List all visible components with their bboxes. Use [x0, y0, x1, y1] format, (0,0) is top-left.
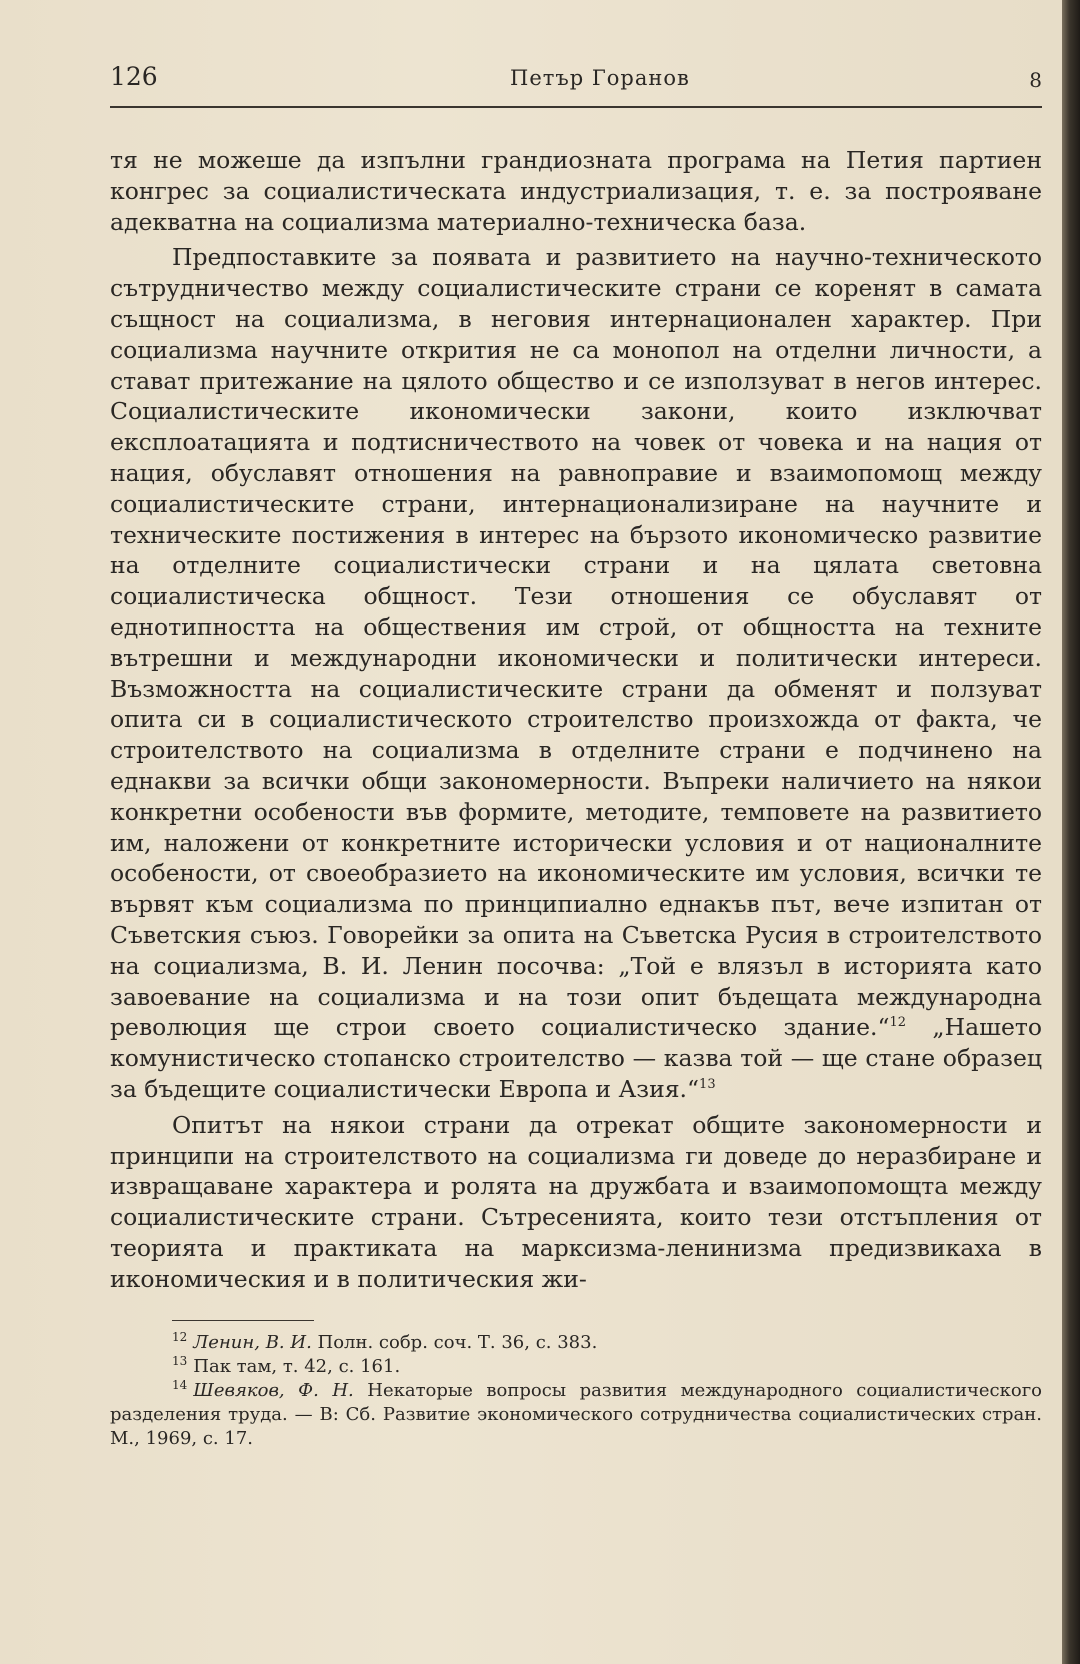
- footnote-separator: [172, 1320, 314, 1321]
- footnote-number: 14: [172, 1378, 188, 1392]
- footnotes: [110, 1320, 1042, 1451]
- side-mark: 8: [1029, 68, 1042, 92]
- footnote-12: [110, 1331, 1042, 1355]
- paragraph-prerequisites: [110, 242, 1042, 1104]
- footnote-text: Некаторые вопросы развития международного социалистического разделения труда. — В: Сб. Развитие экономического сотрудничества социалистических стран. М., 1969, с. 17.: [110, 1380, 1042, 1449]
- footnote-number: 13: [172, 1354, 188, 1368]
- paragraph-text: „Нашето комунистическо стопанско строителство — казва той — ще стане образец за бъдещите социалистически Европа и Азия.“: [110, 1013, 1042, 1103]
- footnote-text: Пак там, т. 42, с. 161.: [193, 1356, 401, 1377]
- footnote-13: [110, 1355, 1042, 1379]
- footnote-ref: 12: [889, 1015, 907, 1031]
- paragraph-text: Предпоставките за появата и развитието на научно-техническото сътрудничество между социалистическите страни се коренят в самата същност на социализма, в неговия интернационален характер. При социализма научните открития не са монопол на отделни личности, а стават притежание на цялото общество и се използуват в негов интерес. Социалистическите икономически закони, които изключват експлоатацията и подтисничеството на човек от човека и на нация от нация, обуславят отношения на равноправие и взаимопомощ между социалистическите страни, интернационализиране на научните и техническите постижения в интерес на бързото икономическо развитие на отделните социалистически страни и на цялата световна социалистическа общност. Тези отношения се обуславят от еднотипността на обществения им строй, от общността на техните вътрешни и международни икономически и политически интереси. Възможността на социалистическите страни да обменят и ползуват опита си в социалистическото строителство произхожда от факта, че строителството на социализма в отделните страни е подчинено на еднакви за всички общи закономерности. Въпреки наличието на някои конкретни особености във формите, методите, темповете на развитието им, наложени от конкретните исторически условия и от националните особености, от своеобразието на икономическите им условия, всички те вървят към социализма по принципиално еднакъв път, вече изпитан от Съветския съюз. Говорейки за опита на Съветска Русия в строителството на социализма, В. И. Ленин посочва: „Той е влязъл в историята като завоевание на социализма и на този опит бъдещата международна революция ще строи своето социалистическо здание.“: [110, 243, 1042, 1042]
- footnote-14: [110, 1379, 1042, 1451]
- paragraph-continued: тя не можеше да изпълни грандиозната програма на Петия партиен конгрес за социалистическата индустриализация, т. е. за построяване адекватна на социализма материално-техническа база.: [110, 146, 1042, 236]
- header-rule: [110, 106, 1042, 108]
- page-header: [110, 62, 1042, 98]
- footnote-ref: 13: [699, 1077, 716, 1093]
- body-text: [110, 145, 1042, 1294]
- footnote-author: Ленин, В. И.: [193, 1332, 312, 1353]
- paragraph-attempts: Опитът на някои страни да отрекат общите закономерности и принципи на строителството на социализма ги доведе до неразбиране и извращаване характера и ролята на дружбата и взаимопомощта между социалистическите страни. Сътресенията, които тези отстъпления от теорията и практиката на марксизма-ленинизма предизвикаха в икономическия и в политическия жи-: [110, 1110, 1042, 1293]
- page-number: 126: [110, 62, 158, 91]
- footnote-text: Полн. собр. соч. Т. 36, с. 383.: [311, 1332, 598, 1353]
- book-spine-shadow: [1062, 0, 1080, 1664]
- footnote-number: 12: [172, 1330, 188, 1344]
- running-title: Петър Горанов: [510, 66, 690, 90]
- footnote-author: Шевяков, Ф. Н.: [193, 1380, 354, 1401]
